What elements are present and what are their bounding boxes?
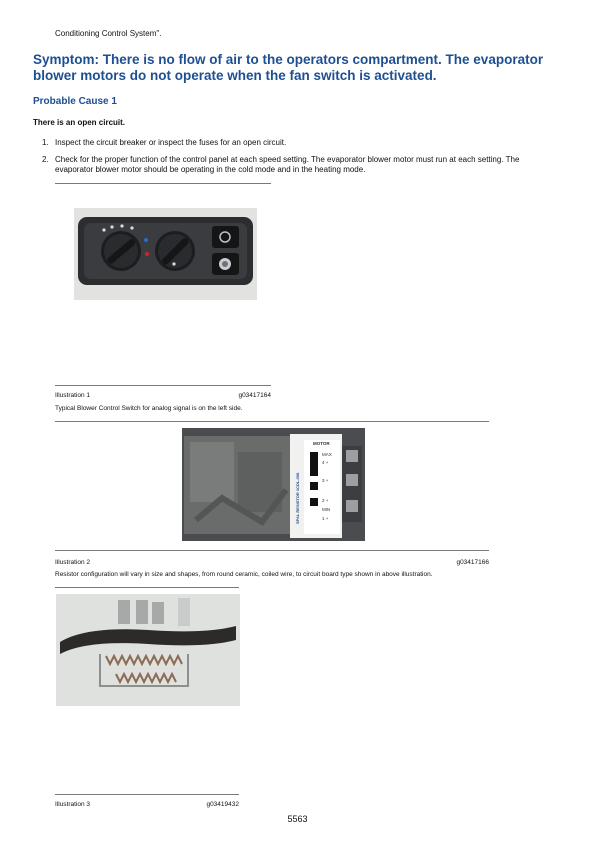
step-text: Check for the proper function of the control panel at each speed setting. The evaporator blower motor must run at each setting. The evaporator blower motor should be operating in the cold mode and in the heating mode. <box>55 155 520 174</box>
procedure-steps <box>37 138 557 182</box>
illustration-caption-rule <box>55 550 489 551</box>
illustration-caption-rule <box>55 794 239 795</box>
resistor-speed-2-label: 2 + <box>322 498 329 503</box>
control-panel-photo <box>74 208 257 300</box>
resistor-speed-4-label: 4 + <box>322 460 329 465</box>
probable-cause-heading: Probable Cause 1 <box>33 96 117 107</box>
resistor-motor-label: MOTOR <box>313 441 330 446</box>
step-text: Inspect the circuit breaker or inspect the fuses for an open circuit. <box>55 138 287 147</box>
illustration-top-rule <box>55 183 271 184</box>
illustration-3-label: Illustration 3 <box>55 801 91 808</box>
illustration-caption-rule <box>55 385 271 386</box>
illustration-2-reference: g03417166 <box>456 559 489 566</box>
resistor-board-photo <box>182 428 365 541</box>
resistor-speed-3-label: 3 + <box>322 478 329 483</box>
illustration-top-rule <box>55 421 489 422</box>
illustration-2-label: Illustration 2 <box>55 559 91 566</box>
coil-resistor-photo <box>56 594 240 706</box>
illustration-1-reference: g03417164 <box>238 392 271 399</box>
illustration-1-label: Illustration 1 <box>55 392 91 399</box>
illustration-2-caption: Resistor configuration will vary in size and shapes, from round ceramic, coiled wire, to circuit board type shown in above illustration. <box>55 571 433 578</box>
procedure-step <box>37 138 557 148</box>
page-number: 5563 <box>287 814 308 824</box>
cause-subheading: There is an open circuit. <box>33 118 126 127</box>
resistor-speed-1-label: 1 + <box>322 516 329 521</box>
resistor-min-label: MIN <box>322 507 331 512</box>
illustration-top-rule <box>55 587 239 588</box>
continued-text: Conditioning Control System". <box>55 29 162 38</box>
step-number: 2. <box>42 155 49 164</box>
procedure-step <box>37 155 557 175</box>
illustration-3-reference: g03419432 <box>206 801 239 808</box>
resistor-max-label: MAX <box>322 452 332 457</box>
symptom-heading: Symptom: There is no flow of air to the operators compartment. The evaporator blower motors do not operate when the fan switch is activated. <box>33 52 544 83</box>
illustration-1-caption: Typical Blower Control Switch for analog signal is on the left side. <box>55 405 243 412</box>
step-number: 1. <box>42 138 49 147</box>
resistor-brand-label: SPAL RESISTOR 1CDL-006 <box>295 472 300 524</box>
